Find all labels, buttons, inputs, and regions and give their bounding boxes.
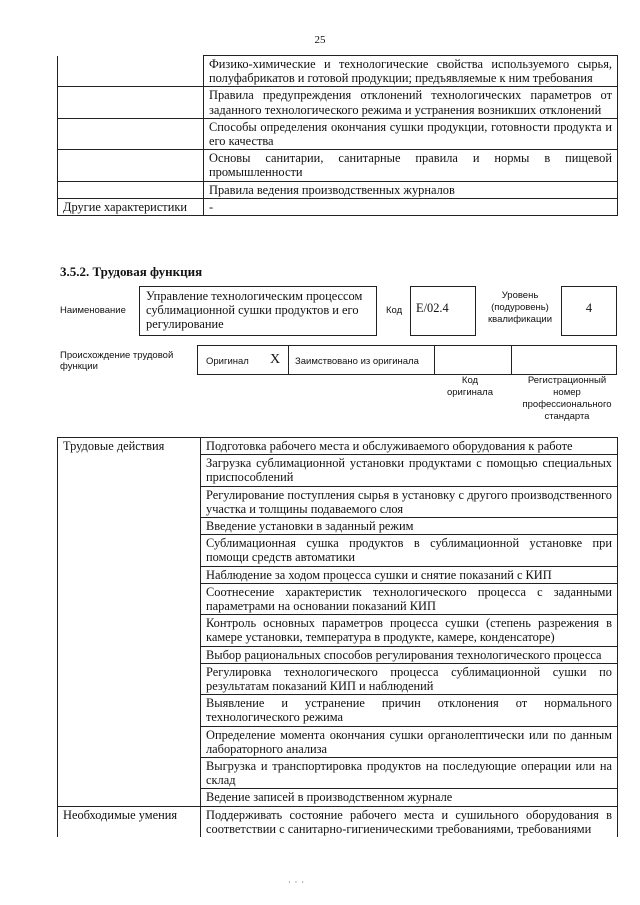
table-row bbox=[58, 181, 618, 198]
name-label: Наименование bbox=[60, 305, 126, 316]
labor-action-item: Определение момента окончания сушки органолептически или по данным лабораторного анализа bbox=[201, 726, 618, 757]
table-row bbox=[58, 455, 618, 486]
borrowed-label: Заимствовано из оригинала bbox=[295, 356, 419, 367]
labor-actions-label: Трудовые действия bbox=[58, 438, 201, 455]
table-row bbox=[58, 726, 618, 757]
labor-action-item: Регулировка технологического процесса сублимационной сушки по результатам показаний КИП и наблюдений bbox=[201, 663, 618, 694]
labor-action-item: Контроль основных параметров процесса сушки (степень разрежения в камере установки, температура в продукте, камере, конденсаторе) bbox=[201, 615, 618, 646]
table-cell bbox=[58, 150, 204, 181]
knowledge-table bbox=[57, 55, 618, 216]
table-cell bbox=[58, 455, 201, 486]
table-row bbox=[58, 535, 618, 566]
table-row bbox=[58, 56, 618, 87]
table-row bbox=[58, 806, 618, 837]
table-row bbox=[58, 646, 618, 663]
table-cell bbox=[58, 87, 204, 118]
table-row bbox=[58, 438, 618, 455]
table-row bbox=[58, 695, 618, 726]
table-cell bbox=[58, 726, 201, 757]
original-code-caption: Код оригинала bbox=[446, 375, 493, 398]
labor-action-item: Сублимационная сушка продуктов в сублимационной установке при помощи средств автоматики bbox=[201, 535, 618, 566]
table-row bbox=[58, 566, 618, 583]
table-cell bbox=[58, 56, 204, 87]
table-cell bbox=[58, 486, 201, 517]
labor-action-item: Регулирование поступления сырья в установку с другого производственного участка и толщины подаваемого слоя bbox=[201, 486, 618, 517]
page-number: 25 bbox=[314, 34, 326, 46]
table-cell bbox=[58, 646, 201, 663]
table-cell bbox=[58, 789, 201, 806]
labor-action-item: Выгрузка и транспортировка продуктов на последующие операции или на склад bbox=[201, 758, 618, 789]
labor-action-item: Загрузка сублимационной установки продуктами с помощью специальных приспособлений bbox=[201, 455, 618, 486]
section-heading: 3.5.2. Трудовая функция bbox=[60, 264, 203, 279]
knowledge-item: Основы санитарии, санитарные правила и нормы в пищевой промышленности bbox=[204, 150, 618, 181]
table-cell bbox=[58, 181, 204, 198]
labor-action-item: Выбор рациональных способов регулирования технологического процесса bbox=[201, 646, 618, 663]
code-label: Код bbox=[386, 305, 403, 316]
table-row bbox=[58, 150, 618, 181]
table-row bbox=[58, 758, 618, 789]
skills-label: Необходимые умения bbox=[58, 806, 201, 837]
table-row bbox=[58, 518, 618, 535]
origin-label: Происхождение трудовой функции bbox=[60, 350, 174, 372]
table-row bbox=[58, 198, 618, 215]
labor-actions-table bbox=[57, 437, 618, 837]
registration-number-cell bbox=[511, 345, 617, 375]
code-value: E/02.4 bbox=[416, 301, 449, 315]
table-cell bbox=[58, 583, 201, 614]
original-mark: X bbox=[270, 352, 281, 367]
original-code-cell bbox=[434, 345, 512, 375]
level-value: 4 bbox=[585, 301, 593, 315]
scan-mark: · · · bbox=[288, 878, 305, 887]
labor-action-item: Соотнесение характеристик технологического процесса с заданными параметрами на основании показаний КИП bbox=[201, 583, 618, 614]
table-row bbox=[58, 663, 618, 694]
labor-action-item: Наблюдение за ходом процесса сушки и снятие показаний с КИП bbox=[201, 566, 618, 583]
function-name-box bbox=[139, 286, 377, 336]
table-cell bbox=[58, 535, 201, 566]
table-cell bbox=[58, 758, 201, 789]
level-box bbox=[561, 286, 617, 336]
table-cell bbox=[58, 663, 201, 694]
knowledge-item: Правила предупреждения отклонений технологических параметров от заданного технологического режима и устранения возникших отклонений bbox=[204, 87, 618, 118]
origin-row bbox=[197, 345, 617, 375]
labor-action-item: Введение установки в заданный режим bbox=[201, 518, 618, 535]
table-row bbox=[58, 87, 618, 118]
labor-action-item: Ведение записей в производственном журнале bbox=[201, 789, 618, 806]
table-cell bbox=[58, 118, 204, 149]
knowledge-item: Физико-химические и технологические свойства используемого сырья, полуфабрикатов и готовой продукции; предъявляемые к ним требования bbox=[204, 56, 618, 87]
knowledge-item: Правила ведения производственных журналов bbox=[204, 181, 618, 198]
registration-number-caption: Регистрационный номер профессионального стандарта bbox=[522, 375, 612, 422]
other-characteristics-value: - bbox=[204, 198, 618, 215]
skill-item: Поддерживать состояние рабочего места и сушильного оборудования в соответствии с санитарно-гигиеническими требованиями, требованиями bbox=[201, 806, 618, 837]
original-cell bbox=[197, 345, 289, 375]
table-cell bbox=[58, 566, 201, 583]
table-cell bbox=[58, 518, 201, 535]
knowledge-item: Способы определения окончания сушки продукции, готовности продукта и его качества bbox=[204, 118, 618, 149]
original-label: Оригинал bbox=[206, 356, 249, 367]
table-row bbox=[58, 583, 618, 614]
code-box bbox=[410, 286, 476, 336]
table-row bbox=[58, 486, 618, 517]
table-row bbox=[58, 118, 618, 149]
labor-action-item: Подготовка рабочего места и обслуживаемого оборудования к работе bbox=[201, 438, 618, 455]
table-row bbox=[58, 789, 618, 806]
borrowed-cell bbox=[288, 345, 435, 375]
table-cell bbox=[58, 615, 201, 646]
table-row bbox=[58, 615, 618, 646]
labor-action-item: Выявление и устранение причин отклонения от нормального технологического режима bbox=[201, 695, 618, 726]
other-characteristics-label: Другие характеристики bbox=[58, 198, 204, 215]
function-name: Управление технологическим процессом сублимационной сушки продуктов и его регулирование bbox=[146, 289, 363, 332]
table-cell bbox=[58, 695, 201, 726]
level-label: Уровень (подуровень) квалификации bbox=[487, 290, 553, 325]
